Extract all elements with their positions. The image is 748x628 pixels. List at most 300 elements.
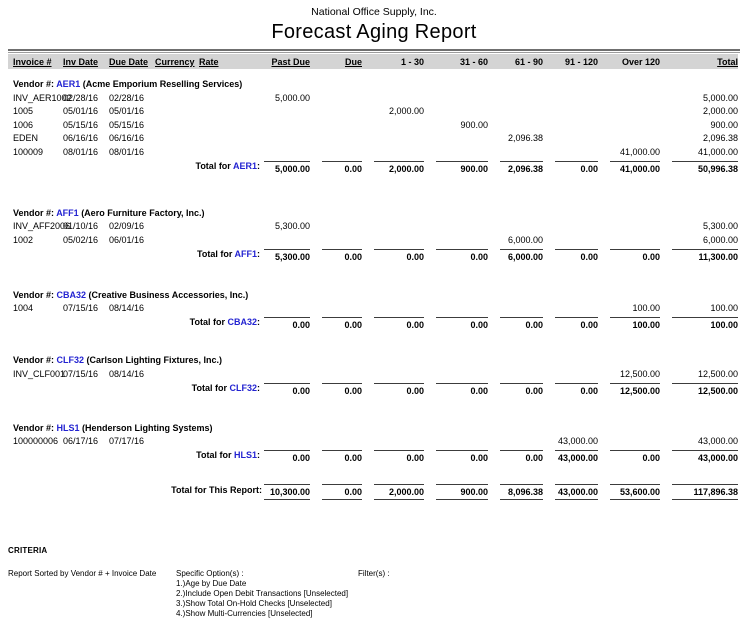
- amount-cell: [424, 379, 488, 396]
- currency-cell: [150, 365, 194, 379]
- amount-value: 10,300.00: [264, 484, 310, 500]
- amount-value: 0.00: [322, 450, 362, 463]
- currency-cell: [150, 218, 194, 232]
- amount-cell: [598, 481, 660, 500]
- amount-cell: [242, 218, 310, 232]
- amount-cell: [598, 245, 660, 262]
- amount-value: 12,500.00: [610, 383, 660, 396]
- vendor-number-label: Vendor #:: [13, 422, 57, 433]
- currency-cell: [150, 231, 194, 245]
- amount-cell: [424, 245, 488, 262]
- total-colon: :: [257, 317, 260, 327]
- amount-value: 2,096.38: [500, 161, 543, 174]
- amount-value: 41,000.00: [619, 146, 660, 157]
- amount-cell: [362, 245, 424, 262]
- amount-cell: [362, 130, 424, 144]
- amount-value: 0.00: [555, 161, 598, 174]
- amount-cell: [362, 433, 424, 447]
- amount-cell: [362, 89, 424, 103]
- amount-cell: [660, 130, 738, 144]
- amount-cell: [424, 300, 488, 314]
- col-header-rate: Rate: [194, 54, 242, 69]
- amount-value: 41,000.00: [610, 161, 660, 174]
- due-date-cell: 05/15/16: [109, 119, 145, 130]
- amount-cell: [424, 313, 488, 330]
- amount-value: 12,500.00: [697, 368, 738, 379]
- rate-cell: [194, 143, 242, 157]
- invoice-number-cell: 1005: [13, 106, 34, 116]
- amount-value: 0.00: [322, 484, 362, 500]
- criteria-filters-label: Filter(s) :: [358, 569, 390, 578]
- amount-cell: [598, 433, 660, 447]
- total-colon: :: [257, 160, 260, 171]
- amount-value: 5,300.00: [702, 221, 738, 231]
- report-total-label: Total for This Report:: [171, 485, 262, 495]
- amount-value: 53,600.00: [610, 484, 660, 500]
- vendor-name: (Aero Furniture Factory, Inc.): [78, 207, 205, 218]
- amount-cell: [424, 481, 488, 500]
- amount-cell: [660, 218, 738, 232]
- vendor-total-label-cell: [8, 379, 260, 396]
- vendor-total-row: [8, 313, 738, 330]
- amount-cell: [310, 103, 362, 117]
- vendor-code-link[interactable]: CBA32: [56, 289, 87, 300]
- criteria-option-4: 4.)Show Multi-Currencies [Unselected]: [176, 609, 313, 618]
- amount-cell: [488, 218, 543, 232]
- amount-cell: [598, 89, 660, 103]
- currency-cell: [150, 143, 194, 157]
- vendor-number-label: Vendor #:: [13, 289, 57, 300]
- amount-cell: [488, 231, 543, 245]
- amount-cell: [598, 231, 660, 245]
- criteria-option-2: 2.)Include Open Debit Transactions [Unselected]: [176, 589, 349, 598]
- amount-cell: [242, 116, 310, 130]
- inv-date-cell: 05/01/16: [63, 106, 99, 116]
- amount-value: 2,000.00: [388, 106, 424, 116]
- vendor-name: (Creative Business Accessories, Inc.): [86, 289, 249, 300]
- amount-cell: [424, 143, 488, 157]
- inv-date-cell: 08/01/16: [63, 146, 99, 157]
- vendor-header-row: [8, 74, 738, 89]
- vendor-code-link[interactable]: AER1: [56, 79, 81, 89]
- amount-cell: [543, 143, 598, 157]
- spacer-row: [8, 396, 738, 418]
- vendor-number-label: Vendor #:: [13, 207, 57, 218]
- amount-value: 0.00: [374, 249, 424, 262]
- currency-cell: [150, 103, 194, 117]
- vendor-header-cell: [8, 285, 738, 300]
- vendor-total-label: [197, 249, 260, 259]
- amount-cell: [242, 143, 310, 157]
- rate-cell: [194, 433, 242, 447]
- rate-cell: [194, 116, 242, 130]
- amount-cell: [362, 313, 424, 330]
- amount-cell: [310, 218, 362, 232]
- amount-cell: [488, 157, 543, 174]
- amount-cell: [424, 103, 488, 117]
- amount-cell: [660, 446, 738, 463]
- amount-cell: [362, 446, 424, 463]
- amount-cell: [488, 245, 543, 262]
- spacer-row: [8, 330, 738, 350]
- criteria-section: [8, 546, 740, 619]
- amount-value: 0.00: [436, 383, 488, 396]
- amount-value: 6,000.00: [507, 234, 543, 245]
- amount-cell: [310, 130, 362, 144]
- amount-cell: [424, 130, 488, 144]
- amount-value: 5,000.00: [274, 92, 310, 103]
- amount-cell: [543, 481, 598, 500]
- criteria-option-1: 1.)Age by Due Date: [176, 579, 247, 588]
- total-for-text: Total for: [196, 450, 234, 460]
- company-name: National Office Supply, Inc.: [311, 6, 437, 18]
- vendor-header-row: [8, 203, 738, 218]
- amount-cell: [598, 300, 660, 314]
- amount-cell: [424, 89, 488, 103]
- invoice-row: [8, 433, 738, 447]
- amount-cell: [424, 365, 488, 379]
- amount-value: 0.00: [555, 249, 598, 262]
- invoice-number-cell: 1006: [13, 119, 34, 130]
- amount-cell: [488, 446, 543, 463]
- amount-cell: [310, 300, 362, 314]
- total-colon: :: [257, 248, 260, 259]
- vendor-total-label: [190, 317, 260, 327]
- spacer-cell: [8, 330, 738, 350]
- amount-cell: [310, 89, 362, 103]
- vendor-number-label: Vendor #:: [13, 355, 57, 365]
- vendor-name: (Carlson Lighting Fixtures, Inc.): [84, 355, 223, 365]
- amount-cell: [362, 481, 424, 500]
- amount-cell: [598, 103, 660, 117]
- amount-value: 0.00: [264, 383, 310, 396]
- vendor-header-cell: [8, 203, 738, 218]
- amount-cell: [424, 433, 488, 447]
- amount-cell: [660, 433, 738, 447]
- amount-cell: [488, 103, 543, 117]
- vendor-code-link[interactable]: AFF1: [234, 248, 257, 259]
- amount-value: 43,000.00: [697, 436, 738, 446]
- due-date-cell: 08/14/16: [109, 368, 145, 379]
- amount-cell: [242, 130, 310, 144]
- col-header-1-30: 1 - 30: [362, 54, 424, 69]
- vendor-code-link[interactable]: CBA32: [227, 317, 257, 327]
- amount-value: 100.00: [610, 317, 660, 330]
- amount-cell: [488, 313, 543, 330]
- invoice-number-cell: INV_CLF001: [13, 368, 66, 379]
- spacer-row: [8, 262, 738, 285]
- amount-value: 43,000.00: [672, 450, 738, 463]
- total-for-text: Total for: [189, 317, 228, 327]
- col-header-past-due: Past Due: [242, 54, 310, 69]
- amount-cell: [242, 89, 310, 103]
- vendor-header-cell: [8, 74, 738, 89]
- amount-value: 12,500.00: [619, 368, 660, 379]
- due-date-cell: 08/01/16: [109, 146, 145, 157]
- amount-value: 900.00: [710, 119, 738, 130]
- amount-cell: [598, 446, 660, 463]
- amount-cell: [660, 231, 738, 245]
- amount-cell: [543, 231, 598, 245]
- amount-value: 2,096.38: [507, 133, 543, 143]
- col-header-due: Due: [310, 54, 362, 69]
- report-total-label-cell: [8, 481, 262, 500]
- amount-value: 900.00: [436, 161, 488, 174]
- vendor-name: (Henderson Lighting Systems): [79, 422, 213, 433]
- amount-cell: [598, 379, 660, 396]
- vendor-code-link[interactable]: AER1: [232, 160, 257, 171]
- amount-cell: [362, 103, 424, 117]
- inv-date-cell: 07/15/16: [63, 303, 99, 313]
- amount-value: 0.00: [555, 383, 598, 396]
- vendor-total-row: [8, 446, 738, 463]
- col-header-91-120: 91 - 120: [543, 54, 598, 69]
- amount-cell: [543, 365, 598, 379]
- amount-cell: [362, 116, 424, 130]
- amount-value: 0.00: [436, 317, 488, 330]
- amount-value: 5,300.00: [274, 221, 310, 231]
- inv-date-cell: 02/28/16: [63, 92, 99, 103]
- amount-value: 50,996.38: [672, 161, 738, 174]
- amount-value: 5,000.00: [702, 92, 738, 103]
- amount-value: 0.00: [264, 317, 310, 330]
- amount-value: 900.00: [460, 119, 488, 130]
- aging-table: [8, 54, 738, 500]
- amount-cell: [310, 116, 362, 130]
- vendor-total-label: [195, 161, 260, 171]
- vendor-total-label-cell: [8, 313, 260, 330]
- col-header-currency: Currency: [150, 54, 194, 69]
- amount-value: 0.00: [436, 249, 488, 262]
- amount-cell: [488, 130, 543, 144]
- currency-cell: [150, 116, 194, 130]
- amount-value: 43,000.00: [555, 450, 598, 463]
- amount-cell: [543, 103, 598, 117]
- amount-value: 0.00: [374, 450, 424, 463]
- amount-value: 0.00: [322, 383, 362, 396]
- amount-cell: [362, 300, 424, 314]
- vendor-header-row: [8, 285, 738, 300]
- column-header-row: [8, 54, 738, 69]
- amount-cell: [598, 130, 660, 144]
- amount-cell: [362, 231, 424, 245]
- amount-cell: [310, 143, 362, 157]
- due-date-cell: 05/01/16: [109, 106, 145, 116]
- amount-value: 8,096.38: [500, 484, 543, 500]
- amount-cell: [543, 218, 598, 232]
- amount-cell: [660, 313, 738, 330]
- amount-cell: [310, 313, 362, 330]
- total-for-text: Total for: [191, 382, 230, 393]
- amount-cell: [362, 218, 424, 232]
- criteria-option-3: 3.)Show Total On-Hold Checks [Unselected]: [176, 599, 332, 608]
- amount-value: 0.00: [322, 161, 362, 174]
- amount-cell: [660, 143, 738, 157]
- amount-value: 0.00: [322, 317, 362, 330]
- rate-cell: [194, 89, 242, 103]
- inv-date-cell: 07/15/16: [63, 368, 99, 379]
- amount-value: 41,000.00: [697, 146, 738, 157]
- invoice-number-cell: INV_AER1002: [13, 92, 72, 103]
- amount-cell: [488, 143, 543, 157]
- criteria-columns: [8, 569, 740, 619]
- invoice-number-cell: 1002: [13, 234, 34, 245]
- vendor-name: (Acme Emporium Reselling Services): [80, 79, 243, 89]
- vendor-total-label: [196, 450, 260, 460]
- amount-cell: [598, 218, 660, 232]
- amount-cell: [543, 89, 598, 103]
- amount-cell: [242, 103, 310, 117]
- vendor-total-label-cell: [8, 157, 260, 174]
- inv-date-cell: 06/16/16: [63, 133, 99, 143]
- amount-value: 100.00: [672, 317, 738, 330]
- page-title: Forecast Aging Report: [271, 21, 477, 43]
- criteria-sort-text: Report Sorted by Vendor # + Invoice Date: [8, 569, 157, 578]
- vendor-code-link[interactable]: CLF32: [229, 382, 257, 393]
- amount-value: 0.00: [500, 450, 543, 463]
- amount-cell: [310, 481, 362, 500]
- amount-value: 2,096.38: [702, 133, 738, 143]
- amount-cell: [660, 481, 738, 500]
- amount-cell: [660, 89, 738, 103]
- total-for-text: Total for: [197, 248, 235, 259]
- rate-cell: [194, 365, 242, 379]
- vendor-total-label: [192, 383, 260, 393]
- due-date-cell: 06/01/16: [109, 234, 145, 245]
- invoice-number-cell: EDEN: [13, 133, 39, 143]
- amount-cell: [598, 143, 660, 157]
- amount-value: 100.00: [710, 303, 738, 313]
- amount-cell: [598, 313, 660, 330]
- amount-cell: [362, 379, 424, 396]
- amount-cell: [488, 300, 543, 314]
- amount-cell: [242, 300, 310, 314]
- criteria-options: [176, 569, 358, 619]
- col-header-31-60: 31 - 60: [424, 54, 488, 69]
- rate-cell: [194, 300, 242, 314]
- vendor-code-link[interactable]: HLS1: [233, 450, 257, 460]
- vendor-total-row: [8, 157, 738, 174]
- rate-cell: [194, 218, 242, 232]
- amount-cell: [488, 116, 543, 130]
- invoice-row: [8, 300, 738, 314]
- spacer-cell: [8, 262, 738, 285]
- amount-cell: [660, 103, 738, 117]
- criteria-heading: CRITERIA: [8, 546, 48, 555]
- vendor-header-row: [8, 418, 738, 433]
- vendor-total-label-cell: [8, 245, 260, 262]
- amount-cell: [488, 89, 543, 103]
- amount-value: 5,300.00: [264, 249, 310, 262]
- amount-cell: [424, 116, 488, 130]
- vendor-code-link[interactable]: AFF1: [56, 207, 79, 218]
- due-date-cell: 08/14/16: [109, 303, 145, 313]
- amount-cell: [424, 157, 488, 174]
- amount-cell: [488, 379, 543, 396]
- amount-cell: [310, 231, 362, 245]
- invoice-row: [8, 130, 738, 144]
- amount-cell: [660, 116, 738, 130]
- currency-cell: [150, 89, 194, 103]
- amount-cell: [660, 157, 738, 174]
- amount-cell: [660, 245, 738, 262]
- vendor-code-link[interactable]: CLF32: [56, 355, 85, 365]
- amount-cell: [543, 313, 598, 330]
- amount-value: 117,896.38: [672, 484, 738, 500]
- amount-cell: [660, 300, 738, 314]
- currency-cell: [150, 433, 194, 447]
- due-date-cell: 02/28/16: [109, 92, 145, 103]
- inv-date-cell: 01/10/16: [63, 221, 99, 231]
- amount-cell: [543, 130, 598, 144]
- amount-value: 0.00: [610, 450, 660, 463]
- amount-cell: [310, 245, 362, 262]
- amount-cell: [424, 231, 488, 245]
- amount-cell: [242, 365, 310, 379]
- spacer-cell: [8, 396, 738, 418]
- rate-cell: [194, 130, 242, 144]
- currency-cell: [150, 300, 194, 314]
- amount-cell: [362, 157, 424, 174]
- col-header-invoice: Invoice #: [8, 54, 58, 69]
- amount-cell: [310, 379, 362, 396]
- amount-value: 0.00: [610, 249, 660, 262]
- amount-cell: [488, 481, 543, 500]
- spacer-cell: [8, 463, 738, 481]
- header-rule: [8, 49, 740, 53]
- vendor-total-label-cell: [8, 446, 260, 463]
- vendor-total-row: [8, 245, 738, 262]
- amount-value: 5,000.00: [264, 161, 310, 174]
- invoice-row: [8, 365, 738, 379]
- amount-value: 6,000.00: [500, 249, 543, 262]
- vendor-number-label: Vendor #:: [13, 79, 57, 89]
- amount-cell: [310, 433, 362, 447]
- amount-cell: [543, 446, 598, 463]
- due-date-cell: 02/09/16: [109, 221, 145, 231]
- report-total-row: [8, 481, 738, 500]
- total-colon: :: [257, 382, 260, 393]
- vendor-total-row: [8, 379, 738, 396]
- amount-cell: [543, 379, 598, 396]
- amount-value: 6,000.00: [702, 234, 738, 245]
- amount-value: 43,000.00: [555, 484, 598, 500]
- amount-cell: [543, 116, 598, 130]
- col-header-inv-date: Inv Date: [58, 54, 104, 69]
- vendor-code-link[interactable]: HLS1: [56, 422, 80, 433]
- invoice-row: [8, 231, 738, 245]
- vendor-header-cell: [8, 418, 738, 433]
- col-header-total: Total: [660, 54, 738, 69]
- spacer-cell: [8, 174, 738, 203]
- amount-cell: [424, 446, 488, 463]
- vendor-header-cell: [8, 350, 738, 365]
- invoice-row: [8, 103, 738, 117]
- col-header-61-90: 61 - 90: [488, 54, 543, 69]
- amount-value: 11,300.00: [672, 249, 738, 262]
- inv-date-cell: 05/15/16: [63, 119, 99, 130]
- spacer-row: [8, 174, 738, 203]
- amount-value: 0.00: [500, 317, 543, 330]
- col-header-over-120: Over 120: [598, 54, 660, 69]
- invoice-row: [8, 116, 738, 130]
- amount-value: 0.00: [555, 317, 598, 330]
- amount-value: 0.00: [500, 383, 543, 396]
- amount-cell: [543, 300, 598, 314]
- amount-value: 43,000.00: [557, 436, 598, 446]
- amount-cell: [598, 365, 660, 379]
- inv-date-cell: 05/02/16: [63, 234, 99, 245]
